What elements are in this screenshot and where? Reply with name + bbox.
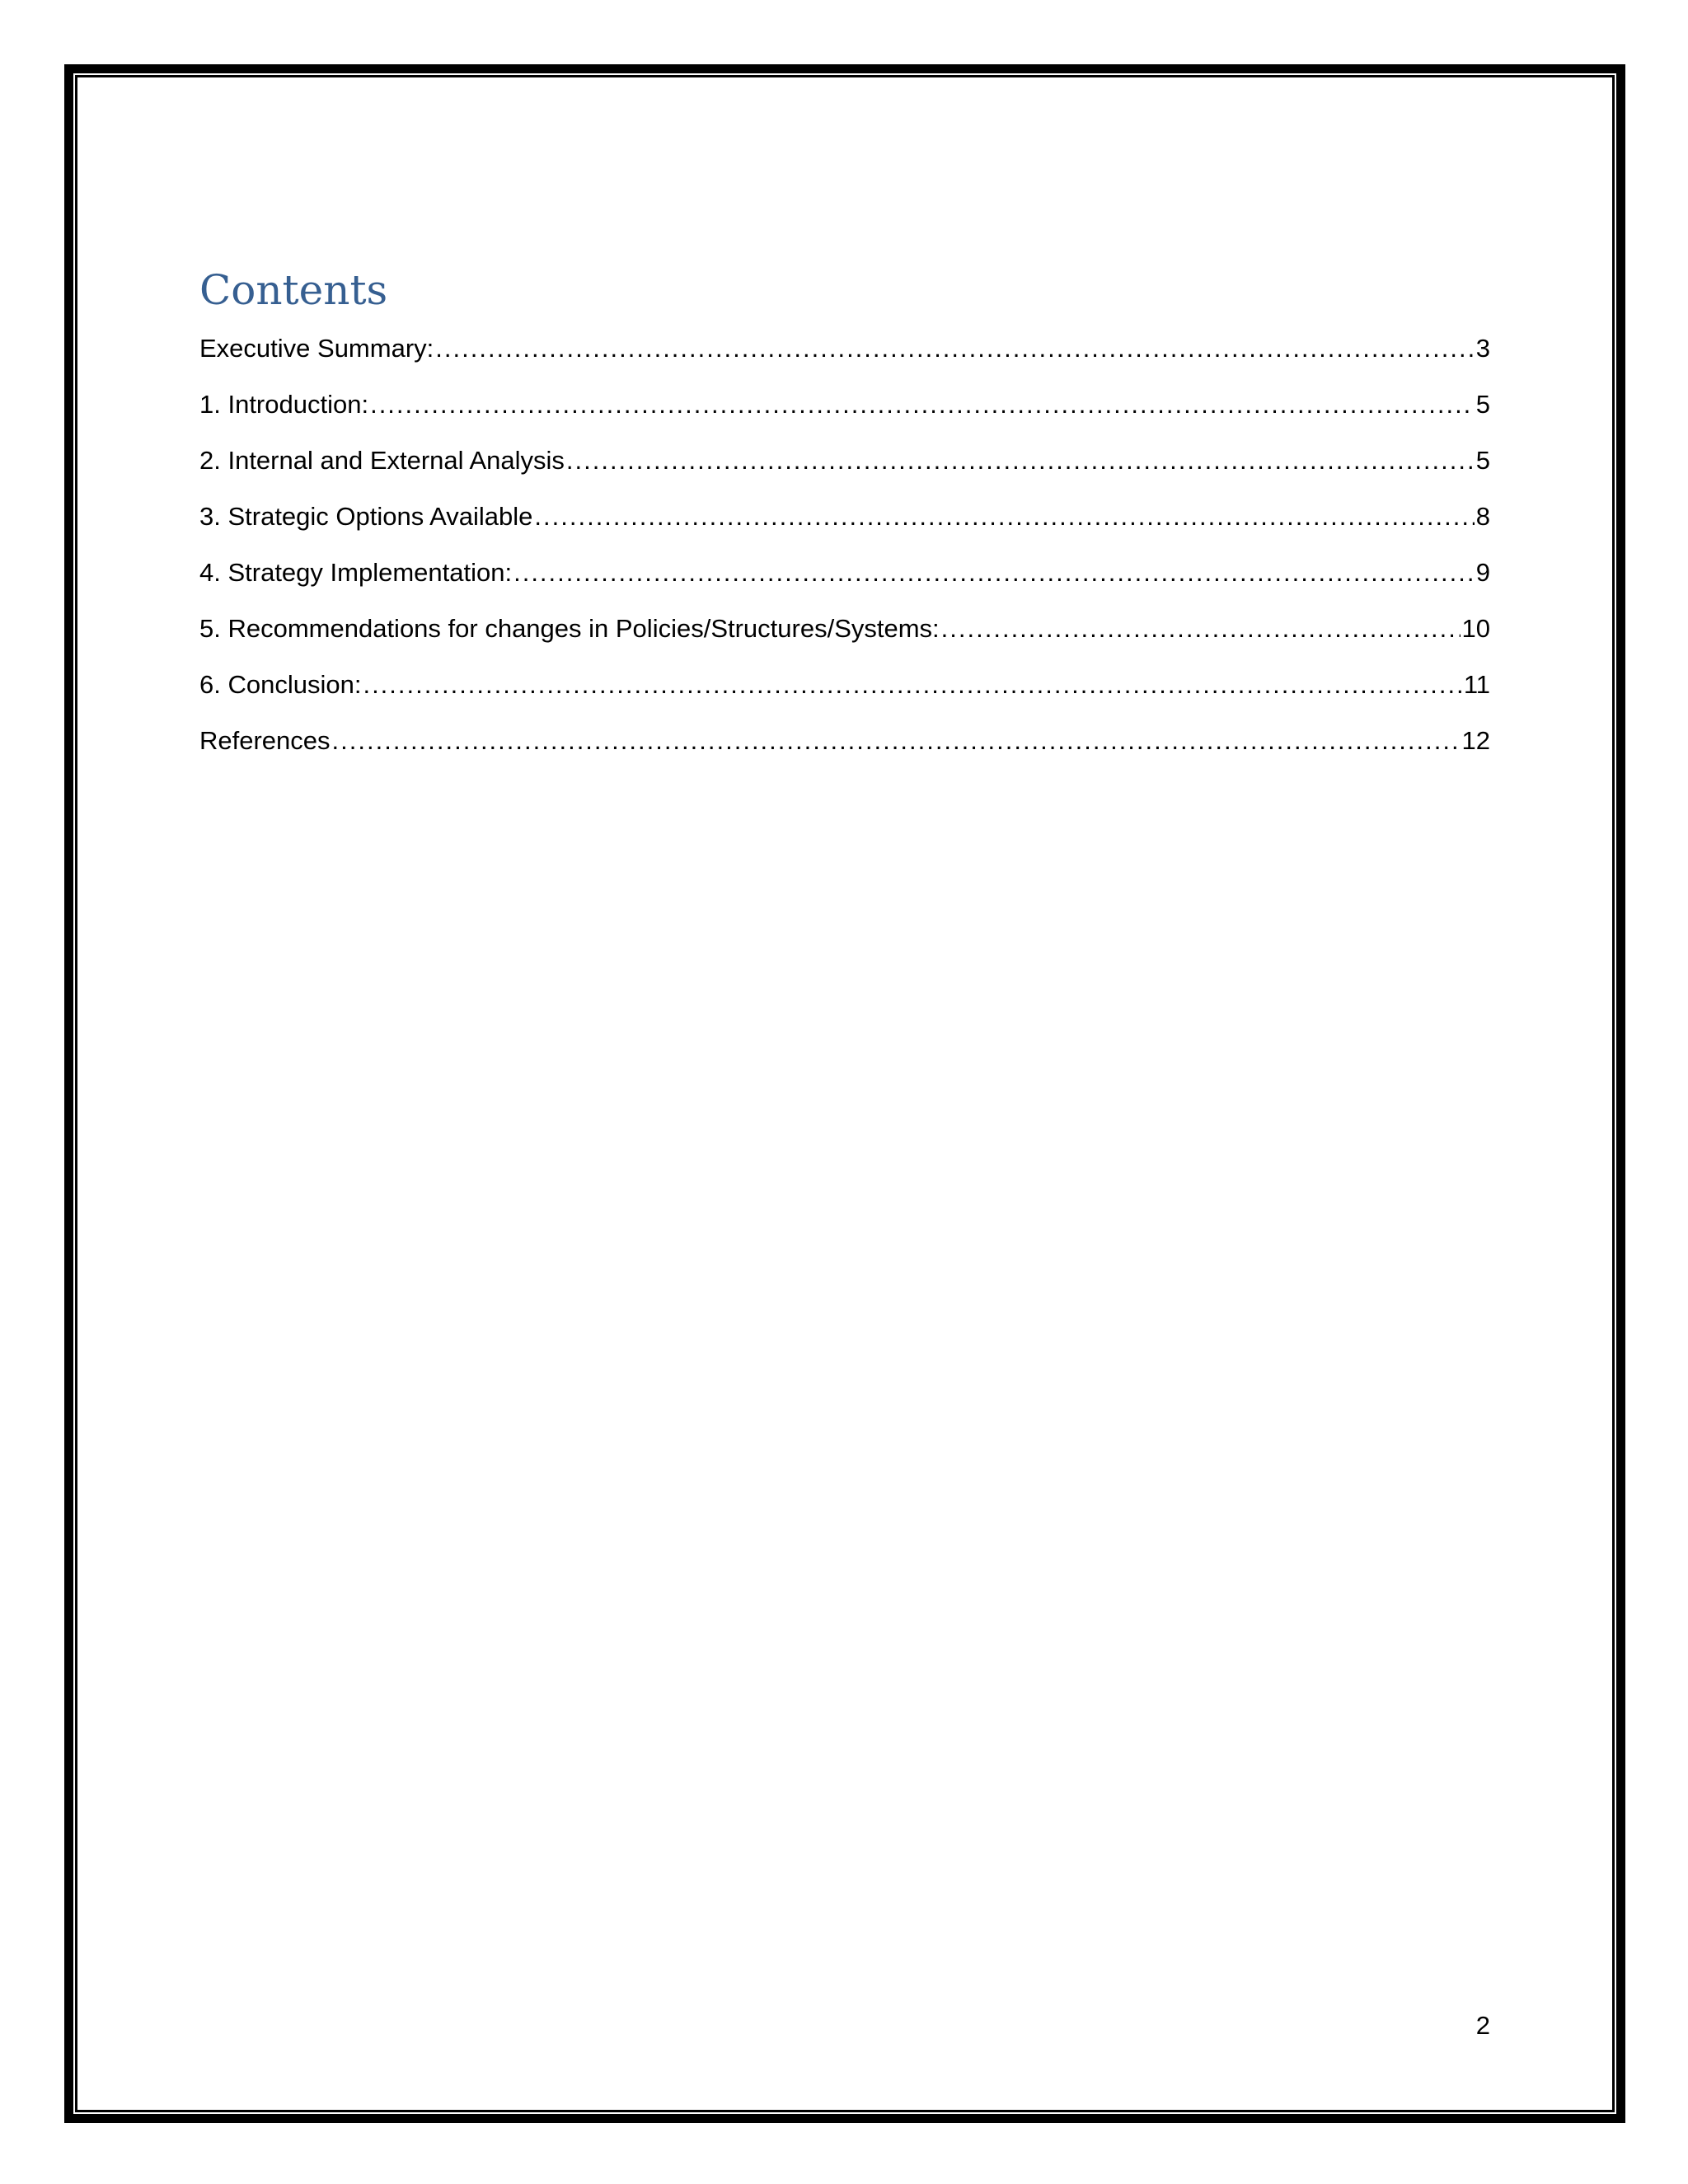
page-number: 2 (1475, 2011, 1490, 2040)
toc-entry-label: 6. Conclusion: (199, 670, 362, 699)
toc-leader-dots (332, 720, 1461, 762)
toc-entry-internal-external-analysis[interactable] (199, 440, 1490, 496)
toc-entry-recommendations[interactable] (199, 608, 1490, 664)
toc-entry-page: 5 (1475, 390, 1490, 419)
toc-leader-dots (370, 384, 1475, 425)
toc-leader-dots (566, 440, 1475, 481)
toc-entry-label: 1. Introduction: (199, 390, 369, 419)
toc-entry-page: 3 (1475, 334, 1490, 363)
contents-heading: Contents (199, 266, 388, 314)
toc-entry-references[interactable] (199, 720, 1490, 776)
table-of-contents (199, 328, 1490, 776)
toc-entry-page: 8 (1475, 502, 1490, 531)
toc-leader-dots (941, 608, 1461, 649)
toc-entry-page: 11 (1463, 670, 1490, 699)
toc-entry-label: 3. Strategic Options Available (199, 502, 533, 531)
toc-entry-page: 10 (1461, 614, 1490, 643)
toc-entry-executive-summary[interactable] (199, 328, 1490, 384)
toc-leader-dots (435, 328, 1474, 369)
toc-entry-strategy-implementation[interactable] (199, 552, 1490, 608)
toc-entry-label: 5. Recommendations for changes in Policies/Structures/Systems: (199, 614, 940, 643)
toc-entry-page: 12 (1461, 726, 1490, 755)
toc-leader-dots (363, 664, 1461, 705)
toc-entry-page: 9 (1475, 558, 1490, 587)
toc-entry-conclusion[interactable] (199, 664, 1490, 720)
toc-entry-page: 5 (1475, 446, 1490, 475)
toc-leader-dots (534, 496, 1474, 537)
toc-entry-introduction[interactable] (199, 384, 1490, 440)
toc-entry-label: References (199, 726, 331, 755)
toc-entry-label: 2. Internal and External Analysis (199, 446, 565, 475)
toc-leader-dots (513, 552, 1475, 593)
toc-entry-label: 4. Strategy Implementation: (199, 558, 513, 587)
toc-entry-strategic-options[interactable] (199, 496, 1490, 552)
toc-entry-label: Executive Summary: (199, 334, 434, 363)
